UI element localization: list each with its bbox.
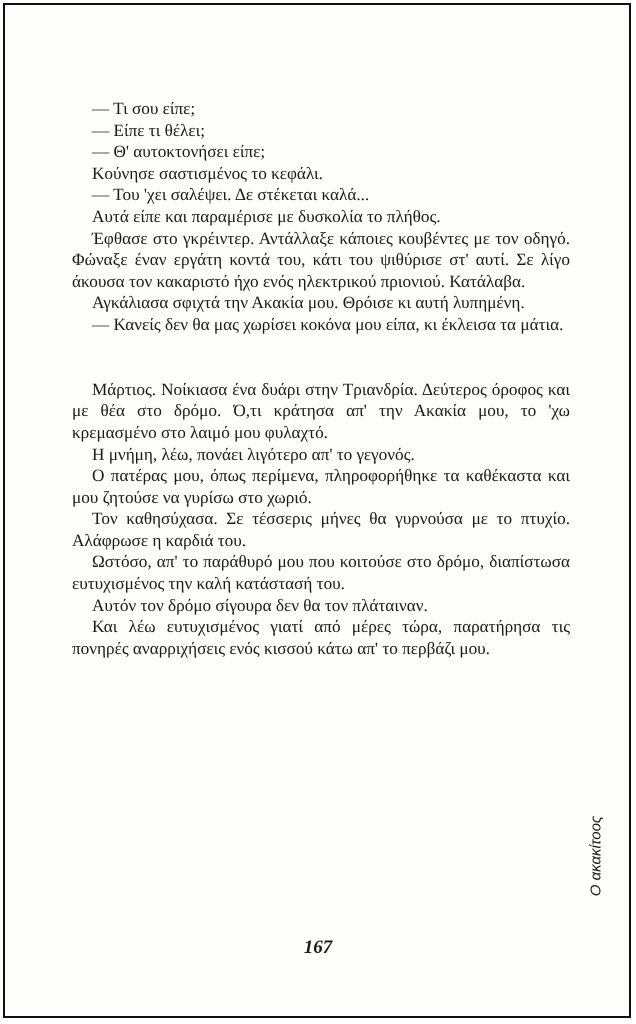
dialogue-line: — Είπε τι θέλει; (92, 120, 206, 140)
paragraph: Αυτά είπε και παραμέρισε με δυσκολία το πλήθος. (92, 206, 441, 226)
paragraph: Ο πατέρας μου, όπως περίμενα, πληροφορήθηκε τα καθέκαστα και μου ζητούσε να γυρίσω στο χωριό. (72, 466, 570, 507)
dialogue-line: — Του 'χει σαλέψει. Δε στέκεται καλά... (92, 185, 370, 205)
paragraph: Μάρτιος. Νοίκιασα ένα δυάρι στην Τριανδρία. Δεύτερος όροφος και με θέα στο δρόμο. Ό,τι κράτησα απ' την Ακακία μου, το 'χω κρεμασμένο στο λαιμό μου φυλαχτό. (72, 379, 570, 442)
page-number: 167 (303, 937, 333, 958)
paragraph: Η μνήμη, λέω, πονάει λιγότερο απ' το γεγονός. (92, 444, 415, 464)
paragraph: Αγκάλιασα σφιχτά την Ακακία μου. Θρόισε κι αυτή λυπημένη. (92, 293, 525, 313)
section-break (72, 357, 570, 379)
paragraph: Κούνησε σαστισμένος το κεφάλι. (92, 163, 323, 183)
paragraph: Τον καθησύχασα. Σε τέσσερις μήνες θα γυρνούσα με το πτυχίο. Αλάφρωσε η καρδιά του. (72, 509, 570, 550)
running-title-text: O ακακίτοος (587, 815, 605, 897)
dialogue-line: — Κανείς δεν θα μας χωρίσει κοκόνα μου είπα, κι έκλεισα τα μάτια. (92, 314, 564, 334)
paragraph: Και λέω ευτυχισμένος γιατί από μέρες τώρα, παρατήρησα τις πονηρές αναρριχήσεις ενός κισσού κάτω απ' το περβάζι μου. (72, 617, 570, 658)
body-text (72, 98, 570, 659)
dialogue-line: — Τι σου είπε; (92, 99, 196, 118)
paragraph: Αυτόν τον δρόμο σίγουρα δεν θα τον πλάταιναν. (92, 595, 428, 615)
dialogue-line: — Θ' αυτοκτονήσει είπε; (92, 142, 266, 162)
section-break (72, 336, 570, 358)
paragraph: Ωστόσο, απ' το παράθυρό μου που κοιτούσε στο δρόμο, διαπίστωσα ευτυχισμένος την καλή κατάστασή του. (72, 552, 570, 594)
paragraph: Έφθασε στο γκρέιντερ. Αντάλλαξε κάποιες κουβέντες με τον οδηγό. Φώναξε έναν εργάτη κοντά του, κάτι του ψιθύρισε στ' αυτί. Σε λίγο άκουσα τον κακαριστό ήχο ενός ηλεκτρικού πριονιού. Κατάλαβα. (72, 228, 570, 291)
